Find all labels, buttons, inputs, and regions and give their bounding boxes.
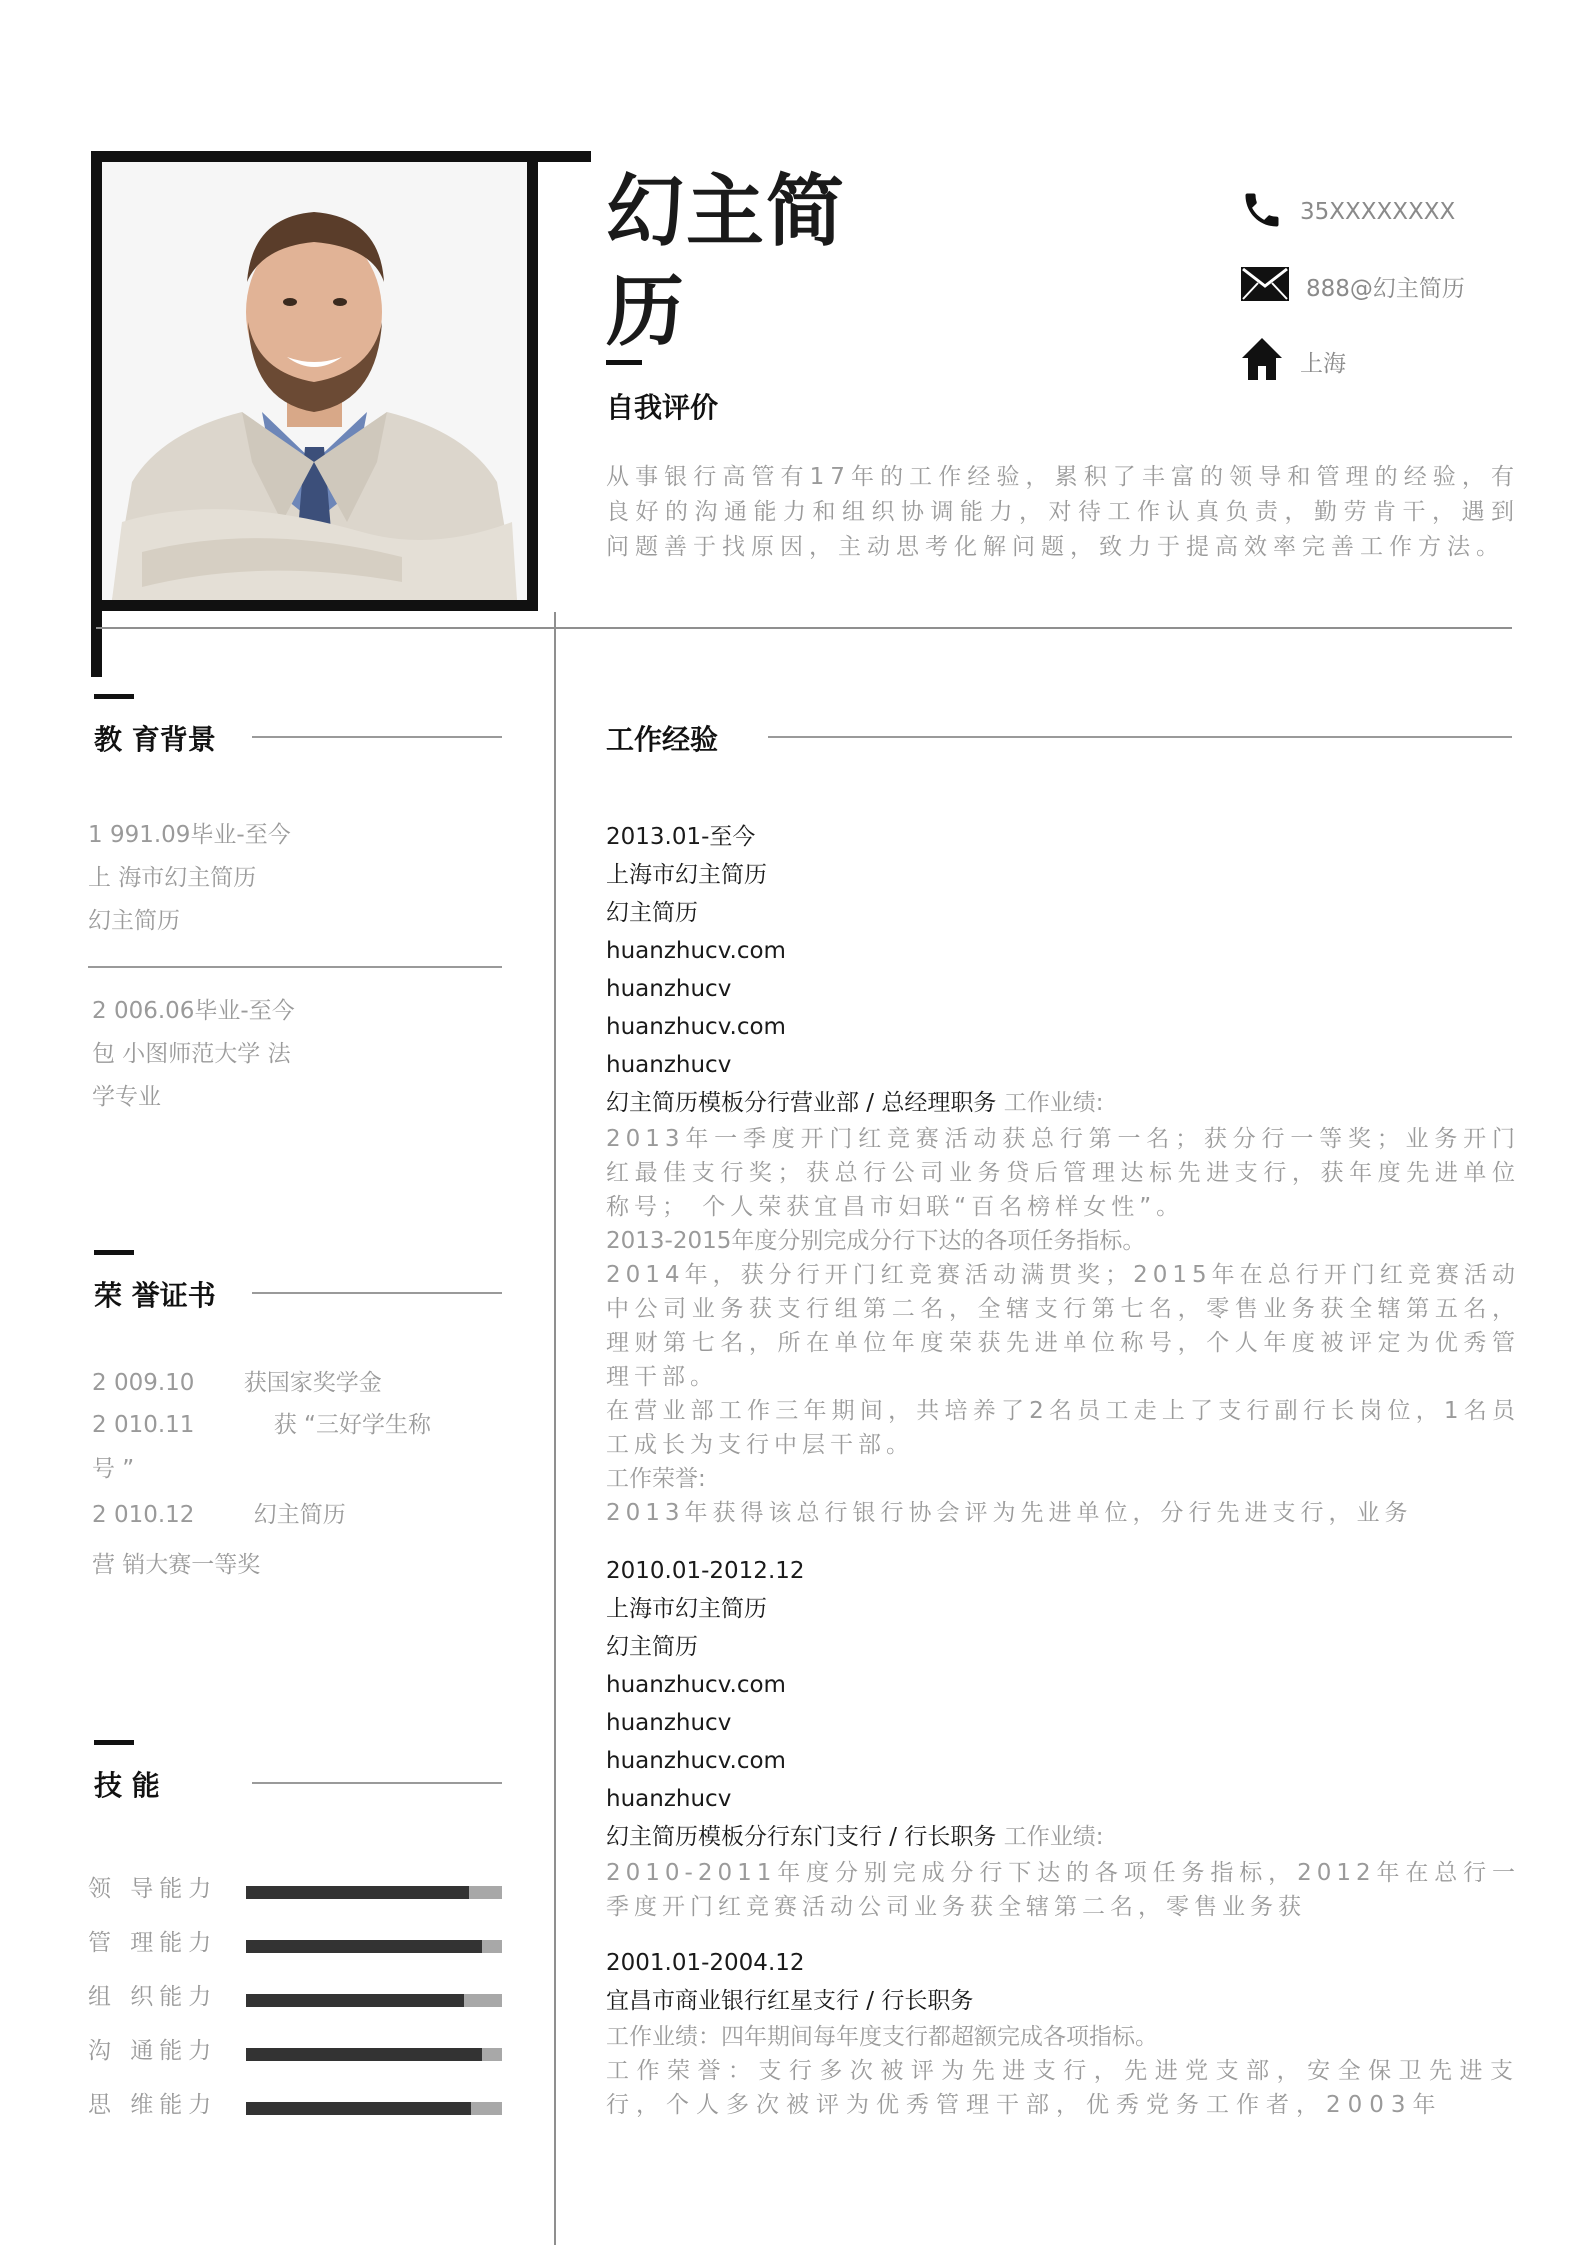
work-rule xyxy=(768,736,1512,738)
self-eval-title: 自我评价 xyxy=(606,391,719,424)
job-line: huanzhucv.com xyxy=(606,1014,786,1040)
job-line: 幻主简历 xyxy=(606,1634,698,1660)
job-detail: 在营业部工作三年期间，共培养了2名员工走上了支行副行长岗位，1名员工成长为支行中层干部。 xyxy=(606,1398,1520,1458)
skill-label: 沟 通能力 xyxy=(88,2038,218,2064)
contact-address xyxy=(1240,336,1346,386)
job-detail: 工作荣誉: xyxy=(606,1466,706,1492)
education-school: 包 小图师范大学 法 xyxy=(92,1041,291,1067)
honor-continued: 号 ” xyxy=(92,1456,135,1482)
skill-bar-fill xyxy=(246,1940,482,1953)
job-line: huanzhucv xyxy=(606,1786,732,1812)
honors-title: 荣 誉证书 xyxy=(94,1279,216,1312)
skill-bar xyxy=(246,2048,502,2061)
skill-bar xyxy=(246,1994,502,2007)
honor-item xyxy=(92,1406,431,1439)
address-text: 上海 xyxy=(1300,350,1346,377)
job-detail: 2014年，获分行开门红竞赛活动满贯奖；2015年在总行开门红竞赛活动中公司业务获支行组第二名，全辖支行第七名，零售业务获全辖第五名，理财第七名，所在单位年度荣获先进单位称号，个人年度被评定为优秀管理干部。 xyxy=(606,1262,1520,1390)
job-entry xyxy=(606,1944,1520,2124)
job-line: huanzhucv.com xyxy=(606,1672,786,1698)
education-title: 教 育背景 xyxy=(94,723,216,756)
photo-frame-right xyxy=(527,151,538,611)
skill-row xyxy=(88,1978,508,2018)
education-entry xyxy=(88,814,508,943)
contact-email xyxy=(1240,266,1465,306)
job-period: 2001.01-2004.12 xyxy=(606,1950,805,1976)
job-performance-label: 工作业绩: xyxy=(1003,1090,1104,1116)
job-line: huanzhucv xyxy=(606,1710,732,1736)
skill-label: 组 织能力 xyxy=(88,1984,218,2010)
self-eval-text: 从事银行高管有17年的工作经验，累积了丰富的领导和管理的经验，有良好的沟通能力和组织协调能力，对待工作认真负责，勤劳肯干，遇到问题善于找原因，主动思考化解问题，致力于提高效率完善工作方法。 xyxy=(606,464,1520,560)
honor-text: 获国家奖学金 xyxy=(243,1370,382,1396)
phone-text: 35XXXXXXXX xyxy=(1300,199,1456,225)
education-period: 1 991.09毕业-至今 xyxy=(88,822,291,848)
column-divider xyxy=(554,612,556,2245)
job-entry xyxy=(606,818,1520,1526)
photo-frame-bottom xyxy=(91,600,538,611)
skill-bar-fill xyxy=(246,1886,469,1899)
honor-continued: 营 销大赛一等奖 xyxy=(92,1552,261,1578)
job-line: huanzhucv xyxy=(606,976,732,1002)
skill-row xyxy=(88,2032,508,2072)
job-entry xyxy=(606,1552,1520,1920)
job-performance: 工作业绩：四年期间每年度支行都超额完成各项指标。 xyxy=(606,2024,1158,2050)
skill-bar xyxy=(246,2102,502,2115)
job-period: 2010.01-2012.12 xyxy=(606,1558,805,1584)
job-role-text: 幻主简历模板分行营业部 / 总经理职务 xyxy=(606,1090,997,1116)
skill-label: 领 导能力 xyxy=(88,1876,218,1902)
job-performance-label: 工作业绩: xyxy=(1003,1824,1104,1850)
job-detail: 2013年一季度开门红竞赛活动获总行第一名；获分行一等奖；业务开门红最佳支行奖；获总行公司业务贷后管理达标先进支行，获年度先进单位称号； 个人荣获宜昌市妇联“百名榜样女性”。 xyxy=(606,1126,1520,1220)
job-line: huanzhucv.com xyxy=(606,938,786,964)
skill-bar xyxy=(246,1940,502,1953)
honor-year: 2 009.10 xyxy=(92,1370,195,1396)
skill-row xyxy=(88,2086,508,2126)
job-honor: 工作荣誉：支行多次被评为先进支行，先进党支部，安全保卫先进支行，个人多次被评为优秀管理干部，优秀党务工作者，2003年 xyxy=(606,2058,1520,2118)
header-divider xyxy=(96,627,1512,629)
contact-phone xyxy=(1240,188,1455,236)
skill-bar-fill xyxy=(246,1994,464,2007)
job-role xyxy=(606,1818,1520,1856)
photo-frame-left xyxy=(91,151,102,677)
skill-row xyxy=(88,1870,508,1910)
skills-dash xyxy=(94,1740,134,1745)
resume-name: 幻主简历 xyxy=(606,167,847,357)
education-rule xyxy=(252,736,502,738)
job-period: 2013.01-至今 xyxy=(606,824,756,850)
job-line: huanzhucv.com xyxy=(606,1748,786,1774)
job-line: 上海市幻主简历 xyxy=(606,862,767,888)
honor-item xyxy=(92,1496,346,1529)
honor-text: 获 “三好学生称 xyxy=(273,1412,431,1438)
phone-icon xyxy=(1240,188,1284,236)
job-line: huanzhucv xyxy=(606,1052,732,1078)
home-icon xyxy=(1240,336,1284,386)
skill-bar-fill xyxy=(246,2102,471,2115)
honors-rule xyxy=(252,1292,502,1294)
honor-text: 幻主简历 xyxy=(253,1502,346,1528)
email-text: 888@幻主简历 xyxy=(1306,275,1465,302)
skills-rule xyxy=(252,1782,502,1784)
envelope-icon xyxy=(1240,266,1290,306)
job-line: 上海市幻主简历 xyxy=(606,1596,767,1622)
skill-bar-fill xyxy=(246,2048,482,2061)
education-separator xyxy=(88,966,502,968)
education-entry xyxy=(92,990,512,1119)
honor-item xyxy=(92,1364,382,1397)
skill-label: 思 维能力 xyxy=(88,2092,218,2118)
work-title: 工作经验 xyxy=(606,723,719,756)
job-role xyxy=(606,1084,1520,1122)
honor-year: 2 010.11 xyxy=(92,1412,195,1438)
photo-frame-top xyxy=(91,151,591,162)
skill-label: 管 理能力 xyxy=(88,1930,218,1956)
skills-title: 技 能 xyxy=(94,1769,160,1802)
education-major: 幻主简历 xyxy=(88,908,180,934)
profile-photo xyxy=(102,162,527,600)
education-dash xyxy=(94,694,134,699)
education-school: 上 海市幻主简历 xyxy=(88,865,257,891)
job-role: 宜昌市商业银行红星支行 / 行长职务 xyxy=(606,1988,974,2014)
education-major: 学专业 xyxy=(92,1084,161,1110)
job-detail: 2013年获得该总行银行协会评为先进单位，分行先进支行，业务 xyxy=(606,1500,1413,1526)
skill-row xyxy=(88,1924,508,1964)
education-period: 2 006.06毕业-至今 xyxy=(92,998,295,1024)
self-eval-dash xyxy=(606,360,642,365)
honor-year: 2 010.12 xyxy=(92,1502,195,1528)
job-detail: 2010-2011年度分别完成分行下达的各项任务指标，2012年在总行一季度开门红竞赛活动公司业务获全辖第二名，零售业务获 xyxy=(606,1860,1520,1920)
job-role-text: 幻主简历模板分行东门支行 / 行长职务 xyxy=(606,1824,997,1850)
job-line: 幻主简历 xyxy=(606,900,698,926)
honors-dash xyxy=(94,1250,134,1255)
job-detail: 2013-2015年度分别完成分行下达的各项任务指标。 xyxy=(606,1228,1146,1254)
skill-bar xyxy=(246,1886,502,1899)
